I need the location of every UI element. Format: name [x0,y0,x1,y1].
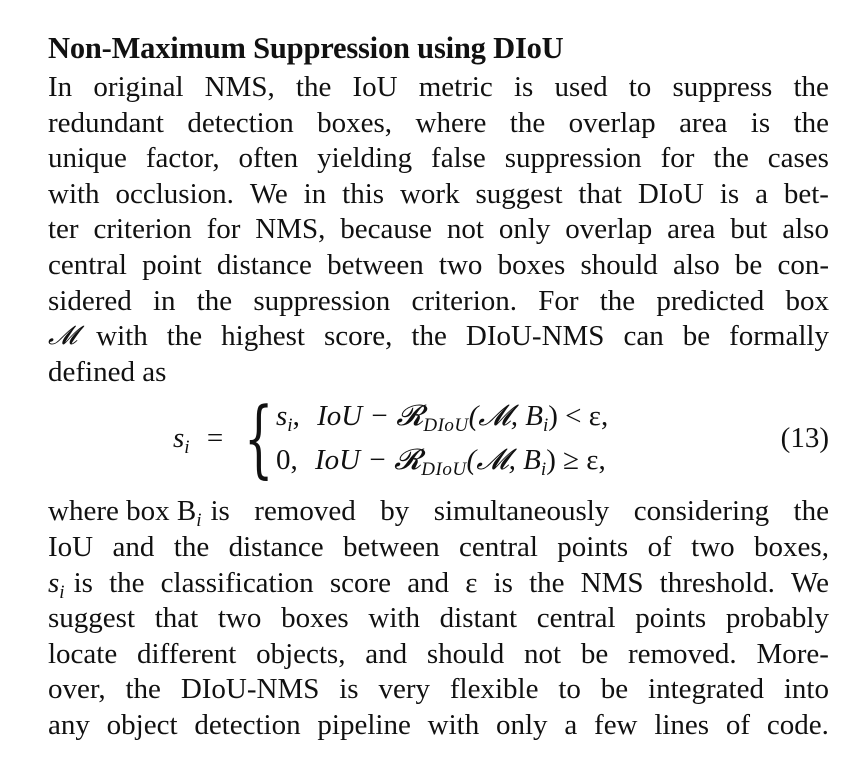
line3-rest [74,566,829,602]
equation-number: (13) [780,422,829,455]
word: ε [465,566,478,599]
line3-var-s: s [48,566,60,599]
case2-condition: IoU − 𝓡 [315,444,422,477]
word: NMS, [204,71,275,103]
word: the [713,142,749,175]
word: but [730,213,768,246]
word: two [217,602,262,635]
word: work [399,177,460,210]
word: is [513,71,534,103]
word: removed. [627,637,737,670]
word: not [524,637,562,670]
word: code. [766,708,829,741]
case2-args-sub: i [540,459,547,481]
word: the [793,71,829,103]
word: be [682,320,711,353]
word: with [368,602,420,635]
word: is [750,106,771,139]
word: should [580,248,658,281]
word: DIoU-NMS [180,673,320,706]
equation-equals: = [206,422,224,455]
word: the [125,673,161,706]
word: with [96,320,148,353]
word: over, [48,673,106,706]
word: detection [187,106,294,139]
word: suggest [48,602,135,635]
word: detection [194,708,301,741]
paragraph-line [48,530,829,566]
word: not [446,213,484,246]
word: More- [756,637,829,670]
paragraph-intro [48,70,829,390]
word: suggest [475,177,563,210]
word: can [623,320,664,353]
word: threshold. [659,566,775,599]
word: DIoU-NMS [465,320,605,353]
case2-condition-sub: DIoU [421,459,467,481]
case2-relation: ) ≥ ε, [546,444,606,477]
word: criterion [93,213,192,246]
word: the [793,495,829,528]
word: yielding [317,142,413,175]
word: probably [725,602,829,635]
word: this [342,177,385,210]
word: flexible [449,673,539,706]
equation-lhs-var: s [173,422,185,455]
word: the [166,320,203,353]
word: is [493,566,513,599]
word: IoU [352,71,398,103]
word: factor, [145,142,220,175]
paragraph-line [48,70,829,106]
word: also [782,213,829,246]
word: occlusion. [115,177,234,210]
word: with [48,177,100,210]
case1-value-sub: i [287,415,293,437]
word: lines [654,708,710,741]
word: distant [439,602,518,635]
paragraph-line: defined as [48,355,167,388]
line3-var-sub: i [59,581,65,603]
word: be [580,637,609,670]
equation-brace: { [244,389,274,488]
word: that [154,602,199,635]
paragraph-line [48,637,829,673]
case1-args: (𝓜, B [468,400,543,433]
word: central [459,530,538,563]
paragraph-line [48,284,829,320]
word: different [137,637,237,670]
word: 𝓜 [48,321,78,352]
word: in [152,284,176,317]
word: object [106,708,178,741]
case1-condition: IoU − 𝓡 [317,400,424,433]
equation-lhs [173,418,223,458]
word: the [411,320,447,353]
case1-comma: , [292,400,300,433]
word: two [691,530,735,563]
paragraph-line [48,248,829,284]
word: and [365,637,408,670]
word: and [112,530,155,563]
word: con- [777,248,829,281]
word: for [660,142,695,175]
case2-value: 0, [276,444,298,477]
word: between [343,530,440,563]
equation-13 [48,389,829,492]
word: criterion. [411,284,517,317]
word: We [249,177,288,210]
word: boxes [281,602,349,635]
word: boxes, [317,106,393,139]
word: boxes [497,248,566,281]
line1-sub: i [196,510,202,532]
word: We [791,566,829,599]
paragraph-line [48,319,829,355]
word: redundant [48,106,164,139]
word: only [498,213,551,246]
word: the [109,566,145,599]
word: area [679,106,728,139]
word: be [734,248,763,281]
word: the [295,71,332,103]
word: with [427,708,480,741]
word: the [196,284,233,317]
word: unique [48,142,127,175]
word: simultaneously [433,495,610,528]
word: pipeline [317,708,411,741]
word: is [719,177,740,210]
word: predicted [656,284,765,317]
word: be [600,673,629,706]
word: classification [160,566,314,599]
paragraph-line [48,177,829,213]
word: area [667,213,716,246]
paragraph-line [48,106,829,142]
word: is [73,566,93,599]
word: formally [729,320,829,353]
case1-condition-sub: DIoU [423,415,469,437]
line1-text: where box B [48,495,197,528]
case2-args: (𝓜, B [466,444,541,477]
word: sidered [48,284,132,317]
line1-rest [210,494,829,530]
paragraph-line [48,566,829,602]
word: is [339,673,359,706]
word: score, [323,320,393,353]
word: the [793,106,829,139]
word: suppression [253,284,391,317]
word: DIoU [637,177,704,210]
word: of [647,530,672,563]
word: false [431,142,486,175]
word: few [594,708,638,741]
word: objects, [256,637,346,670]
word: only [496,708,548,741]
word: distance [216,248,312,281]
word: the [529,566,565,599]
word: and [407,566,450,599]
word: point [142,248,202,281]
word: score [329,566,392,599]
word: also [672,248,720,281]
equation-lhs-sub: i [184,437,190,459]
word: locate [48,637,118,670]
paragraph-line [48,494,829,530]
paragraph-line [48,212,829,248]
word: very [378,673,430,706]
word: a [755,177,768,210]
word: any [48,708,90,741]
word: highest [221,320,305,353]
word: suppression [504,142,642,175]
word: the [599,284,636,317]
word: between [327,248,424,281]
word: metric [418,71,493,103]
paragraph-line [48,141,829,177]
equation-case-2 [276,440,606,480]
word: that [578,177,622,210]
section-heading: Non-Maximum Suppression using DIoU [48,31,564,65]
word: to [558,673,581,706]
word: cases [767,142,829,175]
word: often [238,142,299,175]
word: removed [254,495,356,528]
word: is [210,495,230,528]
line1-prefix [48,494,201,530]
paragraph-line [48,601,829,637]
word: because [340,213,433,246]
word: original [93,71,184,103]
word: in [303,177,327,210]
word: In [48,71,73,103]
word: to [628,71,652,103]
word: IoU [48,530,94,563]
word: the [509,106,546,139]
word: used [554,71,608,103]
word: by [380,495,410,528]
word: points [635,602,707,635]
line3-var [48,566,65,602]
word: ter [48,213,79,246]
word: the [173,530,210,563]
paper-page [48,26,829,744]
word: for [206,213,241,246]
word: For [538,284,579,317]
word: integrated [648,673,764,706]
word: NMS, [255,213,326,246]
word: into [783,673,829,706]
paragraph-explanation [48,494,829,743]
equation-case-1 [276,396,608,436]
word: a [564,708,578,741]
word: bet- [783,177,829,210]
word: overlap [568,106,656,139]
word: central [536,602,616,635]
word: overlap [565,213,653,246]
paragraph-line [48,672,829,708]
case1-value: s [276,400,288,433]
case1-relation: ) < ε, [548,400,609,433]
word: should [426,637,505,670]
word: of [725,708,751,741]
word: box [785,284,829,317]
paragraph-line [48,708,829,744]
word: considering [633,495,770,528]
word: where [415,106,487,139]
word: two [438,248,483,281]
word: boxes, [754,530,829,563]
word: distance [228,530,324,563]
word: NMS [580,566,644,599]
case1-args-sub: i [542,415,549,437]
word: suppress [672,71,773,103]
word: central [48,248,127,281]
word: points [557,530,629,563]
